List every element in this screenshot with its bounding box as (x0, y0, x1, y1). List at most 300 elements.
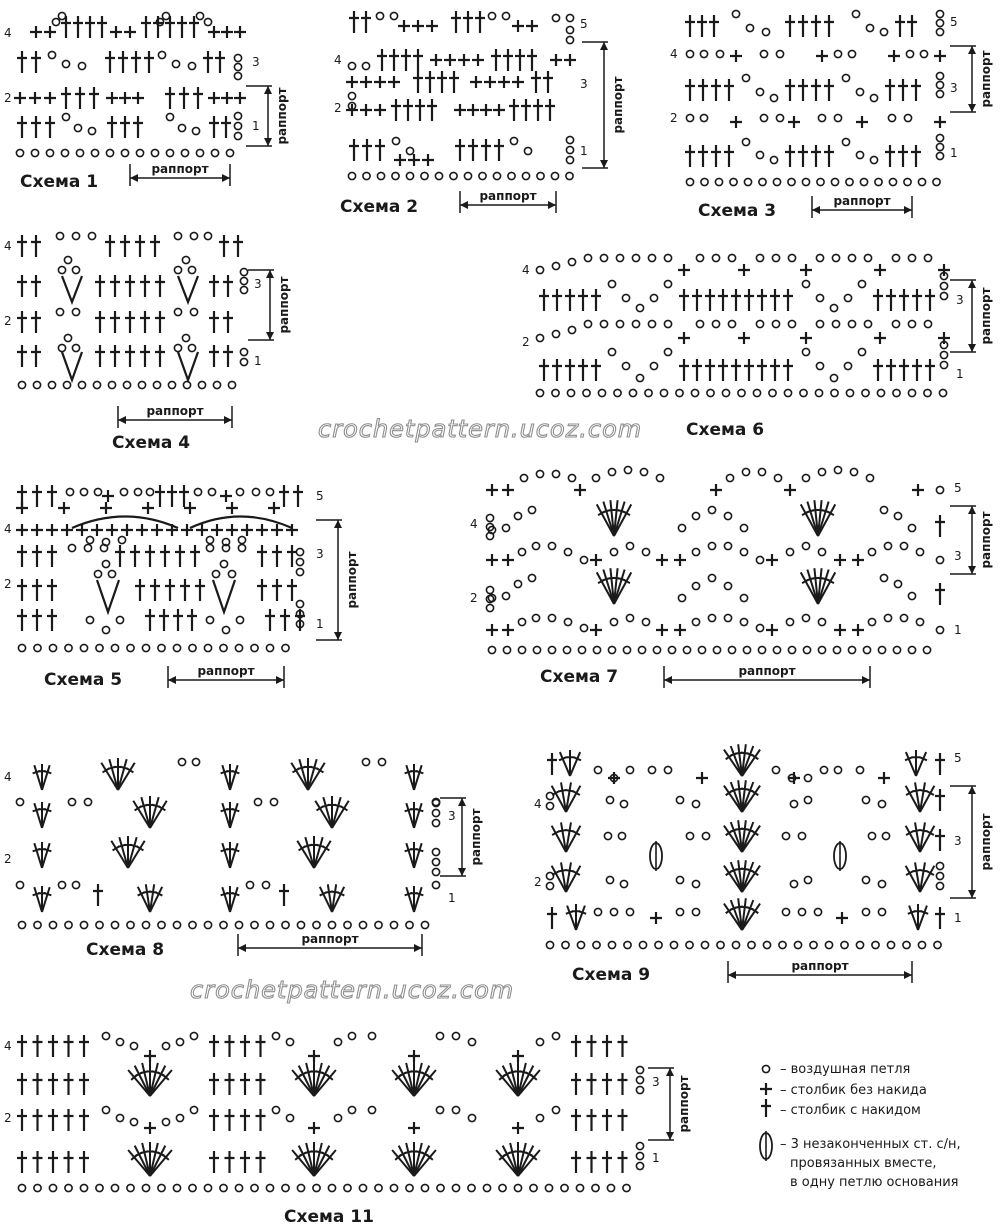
chain-stitch (626, 908, 633, 915)
chain-stitch (686, 114, 693, 121)
chain-stitch (58, 881, 65, 888)
chain-stitch (66, 488, 73, 495)
chain-stitch (94, 570, 101, 577)
single-crochet (234, 92, 246, 104)
chain-stitch (724, 542, 731, 549)
single-crochet (44, 92, 56, 104)
single-crochet (119, 92, 131, 104)
double-crochet (571, 1035, 581, 1057)
chain-stitch (130, 1118, 137, 1125)
chain-stitch (313, 921, 320, 928)
chain-stitch (870, 156, 877, 163)
double-crochet (783, 289, 793, 311)
chain-stitch (189, 1184, 196, 1191)
double-crochet (685, 79, 695, 101)
double-crochet (203, 51, 213, 73)
chain-stitch (648, 766, 655, 773)
chain-stitch (181, 149, 188, 156)
chain-stitch (816, 320, 823, 327)
chain-stitch (708, 542, 715, 549)
chain-stitch (756, 254, 763, 261)
double-crochet (587, 1109, 597, 1131)
chain-stitch (868, 618, 875, 625)
chain-stitch (878, 908, 885, 915)
chain-stitch (120, 488, 127, 495)
single-crochet (208, 26, 220, 38)
chain-stitch (848, 50, 855, 57)
chain-stitch (226, 149, 233, 156)
chain-stitch (624, 941, 631, 948)
chain-stitch (870, 94, 877, 101)
double-crochet (783, 359, 793, 381)
chain-stitch (756, 556, 763, 563)
scheme-title: Схема 5 (44, 670, 123, 690)
single-crochet (91, 524, 103, 536)
row-number-right: 3 (956, 293, 964, 307)
fan-stitch (916, 752, 926, 776)
single-crochet (241, 524, 253, 536)
single-crochet (132, 92, 144, 104)
chain-stitch (313, 1184, 320, 1191)
row-number-left: 2 (334, 101, 342, 115)
double-crochet (521, 99, 531, 121)
chain-stitch (868, 832, 875, 839)
double-crochet (705, 359, 715, 381)
legend-cluster-label-line: в одну петлю основания (790, 1175, 959, 1190)
single-crochet (467, 104, 479, 116)
double-crochet (463, 11, 473, 33)
double-crochet (190, 545, 200, 567)
single-crochet (678, 264, 690, 276)
chain-stitch (102, 560, 109, 567)
double-crochet (155, 345, 165, 367)
chain-stitch (468, 1114, 475, 1121)
double-crochet (272, 579, 282, 601)
chain-stitch (127, 1184, 134, 1191)
chain-stitch (348, 1106, 355, 1113)
chain-stitch (546, 872, 553, 879)
double-crochet (873, 359, 883, 381)
chain-stitch (692, 908, 699, 915)
row-number-left: 2 (522, 335, 530, 349)
chain-stitch (421, 172, 428, 179)
rapport-label-vertical: раппорт (979, 813, 993, 871)
double-crochet (187, 609, 197, 631)
double-crochet (225, 1151, 235, 1173)
chain-stitch (593, 646, 600, 653)
chain-stitch (76, 149, 83, 156)
double-crochet (240, 1073, 250, 1095)
chain-stitch (168, 381, 175, 388)
chain-stitch (726, 474, 733, 481)
double-crochet (118, 51, 128, 73)
chain-stitch (514, 512, 521, 519)
chain-stitch (863, 646, 870, 653)
chain-stitch (96, 921, 103, 928)
chain-stitch (702, 832, 709, 839)
chain-stitch (16, 149, 23, 156)
chain-stitch (182, 256, 189, 263)
single-crochet (738, 332, 750, 344)
fan-stitch (414, 887, 422, 912)
chain-stitch (918, 178, 925, 185)
double-crochet (935, 583, 945, 605)
chain-stitch (830, 374, 837, 381)
double-crochet (811, 15, 821, 37)
chain-stitch (548, 542, 555, 549)
row-number-left: 2 (4, 1111, 12, 1125)
chain-stitch (683, 646, 690, 653)
chain-stitch (421, 921, 428, 928)
fan-stitch (560, 752, 570, 776)
chain-stitch (798, 832, 805, 839)
chain-stitch (600, 254, 607, 261)
single-crochet (472, 54, 484, 66)
v-stitch (62, 276, 82, 302)
chain-stitch (880, 506, 887, 513)
scheme-title: Схема 8 (86, 940, 165, 960)
double-crochet (539, 359, 549, 381)
chain-stitch (664, 320, 671, 327)
row-number-right: 5 (316, 489, 324, 503)
chain-stitch (65, 921, 72, 928)
chain-stitch (802, 474, 809, 481)
double-crochet (257, 545, 267, 567)
fan-stitch (414, 843, 422, 868)
chain-stitch (760, 114, 767, 121)
double-crochet (47, 609, 57, 631)
double-crochet (209, 1151, 219, 1173)
chain-stitch (650, 362, 657, 369)
chain-stitch (804, 774, 811, 781)
chain-stitch (68, 798, 75, 805)
double-crochet (225, 1035, 235, 1057)
chain-stitch (933, 178, 940, 185)
single-crochet (674, 554, 686, 566)
double-crochet (130, 545, 140, 567)
double-crochet (145, 609, 155, 631)
chain-stitch (176, 1038, 183, 1045)
chain-stitch (566, 156, 573, 163)
double-crochet (135, 579, 145, 601)
single-crochet (788, 116, 800, 128)
double-crochet (17, 116, 27, 138)
chain-stitch (502, 592, 509, 599)
chain-stitch (830, 304, 837, 311)
double-crochet (93, 884, 103, 906)
chain-stitch (432, 858, 439, 865)
chain-stitch (406, 147, 413, 154)
single-crochet (360, 104, 372, 116)
chain-stitch (392, 172, 399, 179)
double-crochet (911, 79, 921, 101)
double-crochet (468, 139, 478, 161)
chain-stitch (421, 1184, 428, 1191)
chain-stitch (616, 320, 623, 327)
single-crochet (100, 502, 112, 514)
chain-stitch (94, 488, 101, 495)
single-crochet (696, 772, 708, 784)
chain-stitch (479, 172, 486, 179)
chain-stitch (889, 178, 896, 185)
single-crochet (766, 554, 778, 566)
chain-stitch (123, 381, 130, 388)
chain-stitch (406, 1184, 413, 1191)
single-crochet (211, 524, 223, 536)
chain-stitch (108, 381, 115, 388)
scheme-title: Схема 2 (340, 197, 419, 217)
double-crochet (159, 609, 169, 631)
double-crochet (911, 145, 921, 167)
double-crochet (133, 116, 143, 138)
chain-stitch (732, 941, 739, 948)
chain-stitch (375, 921, 382, 928)
chain-stitch (297, 921, 304, 928)
chain-stitch (623, 646, 630, 653)
row-number-right: 5 (580, 17, 588, 31)
row-number-left: 2 (670, 111, 678, 125)
chain-stitch (198, 381, 205, 388)
double-crochet (97, 16, 107, 38)
chain-stitch (636, 1142, 643, 1149)
single-crochet (656, 624, 668, 636)
double-crochet (349, 11, 359, 33)
chain-stitch (664, 280, 671, 287)
chain-stitch (234, 72, 241, 79)
fan-stitch-bar (912, 870, 920, 871)
row-number-right: 5 (954, 481, 962, 495)
single-crochet (788, 772, 800, 784)
legend-cluster-label-line: провязанных вместе, (790, 1156, 937, 1171)
rapport-label-vertical: раппорт (275, 87, 289, 145)
single-crochet (486, 624, 498, 636)
double-crochet (571, 1073, 581, 1095)
chain-stitch (908, 389, 915, 396)
scheme-title: Схема 6 (686, 420, 765, 440)
chain-stitch (166, 113, 173, 120)
fan-stitch (34, 803, 42, 828)
double-crochet (391, 99, 401, 121)
chain-stitch (762, 1065, 769, 1072)
single-crochet (502, 554, 514, 566)
double-crochet (32, 485, 42, 507)
double-crochet (280, 609, 290, 631)
double-crochet (272, 545, 282, 567)
chain-stitch (266, 1184, 273, 1191)
chain-stitch (536, 1114, 543, 1121)
chain-stitch (503, 646, 510, 653)
chain-stitch (887, 941, 894, 948)
chain-stitch (566, 136, 573, 143)
chain-stitch (769, 389, 776, 396)
chain-stitch (645, 389, 652, 396)
single-crochet (834, 624, 846, 636)
fan-stitch-bar (558, 870, 566, 871)
chain-stitch (610, 908, 617, 915)
double-crochet (571, 1151, 581, 1173)
chain-stitch (716, 50, 723, 57)
chain-stitch (220, 644, 227, 651)
chain-stitch (818, 468, 825, 475)
double-crochet (361, 11, 371, 33)
chain-stitch (668, 646, 675, 653)
chain-stitch (78, 62, 85, 69)
v-stitch (178, 352, 198, 380)
chain-stitch (568, 258, 575, 265)
chain-stitch (488, 12, 495, 19)
chain-stitch (936, 19, 943, 26)
chain-stitch (686, 832, 693, 839)
double-crochet (256, 1073, 266, 1095)
single-crochet (938, 264, 950, 276)
chain-stitch (435, 172, 442, 179)
double-crochet (899, 359, 909, 381)
fan-stitch-bar (920, 870, 928, 871)
double-crochet (543, 71, 553, 93)
chain-stitch (173, 921, 180, 928)
single-crochet (444, 54, 456, 66)
chain-stitch (522, 172, 529, 179)
chain-stitch (846, 389, 853, 396)
chain-stitch (608, 468, 615, 475)
single-crochet (502, 624, 514, 636)
double-crochet (135, 235, 145, 257)
chain-stitch (940, 282, 947, 289)
chain-stitch (437, 1184, 444, 1191)
chain-stitch (486, 514, 493, 521)
chain-stitch (904, 178, 911, 185)
chain-stitch (188, 266, 195, 273)
chain-stitch (528, 574, 535, 581)
chain-stitch (696, 320, 703, 327)
chain-stitch (528, 506, 535, 513)
chain-stitch (738, 389, 745, 396)
chain-stitch (842, 138, 849, 145)
chain-stitch (713, 646, 720, 653)
double-crochet (547, 753, 557, 775)
chain-stitch (676, 796, 683, 803)
chain-stitch (908, 646, 915, 653)
row-number-left: 2 (534, 875, 542, 889)
legend (760, 1062, 961, 1190)
chain-stitch (580, 556, 587, 563)
double-crochet (17, 609, 27, 631)
chain-stitch (93, 381, 100, 388)
chain-stitch (518, 618, 525, 625)
double-crochet (724, 145, 734, 167)
single-crochet (874, 264, 886, 276)
rapport-label: раппорт (479, 189, 537, 203)
chain-stitch (537, 172, 544, 179)
single-crochet (574, 484, 586, 496)
fan-stitch-bar (44, 849, 52, 851)
single-crochet (374, 76, 386, 88)
chain-stitch (566, 14, 573, 21)
double-crochet (811, 145, 821, 167)
double-crochet (79, 1109, 89, 1131)
double-crochet (698, 79, 708, 101)
chain-stitch (220, 560, 227, 567)
double-crochet (451, 11, 461, 33)
chain-stitch (204, 644, 211, 651)
chain-stitch (862, 908, 869, 915)
double-crochet (685, 145, 695, 167)
chain-stitch (34, 921, 41, 928)
chain-stitch (566, 36, 573, 43)
fan-stitch-bar (912, 830, 920, 831)
chain-stitch (686, 50, 693, 57)
chain-stitch (892, 320, 899, 327)
double-crochet (591, 289, 601, 311)
chain-stitch (220, 1184, 227, 1191)
double-crochet (591, 359, 601, 381)
double-crochet (31, 51, 41, 73)
chain-stitch (742, 138, 749, 145)
chain-stitch (936, 882, 943, 889)
chain-stitch (676, 876, 683, 883)
single-crochet (934, 50, 946, 62)
chain-stitch (802, 542, 809, 549)
rapport-label: раппорт (151, 162, 209, 176)
row-number-left: 4 (4, 239, 12, 253)
chain-stitch (568, 326, 575, 333)
row-number-left: 4 (522, 263, 530, 277)
double-crochet (711, 145, 721, 167)
fan-stitch (406, 803, 414, 828)
double-crochet (935, 789, 945, 811)
chain-stitch (701, 178, 708, 185)
chain-stitch (162, 1118, 169, 1125)
rapport-label-vertical: раппорт (277, 276, 291, 334)
chain-stitch (712, 254, 719, 261)
chain-stitch (344, 1184, 351, 1191)
chain-stitch (432, 819, 439, 826)
chain-stitch (875, 178, 882, 185)
double-crochet (145, 545, 155, 567)
legend-sc-label: – столбик без накида (780, 1083, 927, 1098)
chain-stitch (848, 320, 855, 327)
fan-stitch (406, 765, 414, 790)
chain-stitch (730, 178, 737, 185)
chain-stitch (189, 921, 196, 928)
chain-stitch (655, 941, 662, 948)
chain-stitch (240, 358, 247, 365)
chain-stitch (936, 872, 943, 879)
single-crochet (220, 490, 232, 502)
chain-stitch (518, 548, 525, 555)
double-crochet (413, 49, 423, 71)
double-crochet (798, 145, 808, 167)
single-crochet (888, 50, 900, 62)
v-stitch (213, 580, 235, 612)
double-crochet (33, 1151, 43, 1173)
chain-stitch (788, 178, 795, 185)
row-number-right: 1 (580, 144, 588, 158)
chain-stitch (936, 626, 943, 633)
scheme-title: Схема 9 (572, 965, 651, 985)
chain-stitch (16, 881, 23, 888)
row-number-left: 2 (470, 591, 478, 605)
chain-stitch (756, 320, 763, 327)
chain-stitch (406, 921, 413, 928)
fan-stitch (34, 843, 42, 868)
single-crochet (106, 92, 118, 104)
row-number-left: 4 (334, 53, 342, 67)
chain-stitch (536, 389, 543, 396)
single-crochet (674, 624, 686, 636)
chain-stitch (483, 1184, 490, 1191)
chain-stitch (192, 127, 199, 134)
